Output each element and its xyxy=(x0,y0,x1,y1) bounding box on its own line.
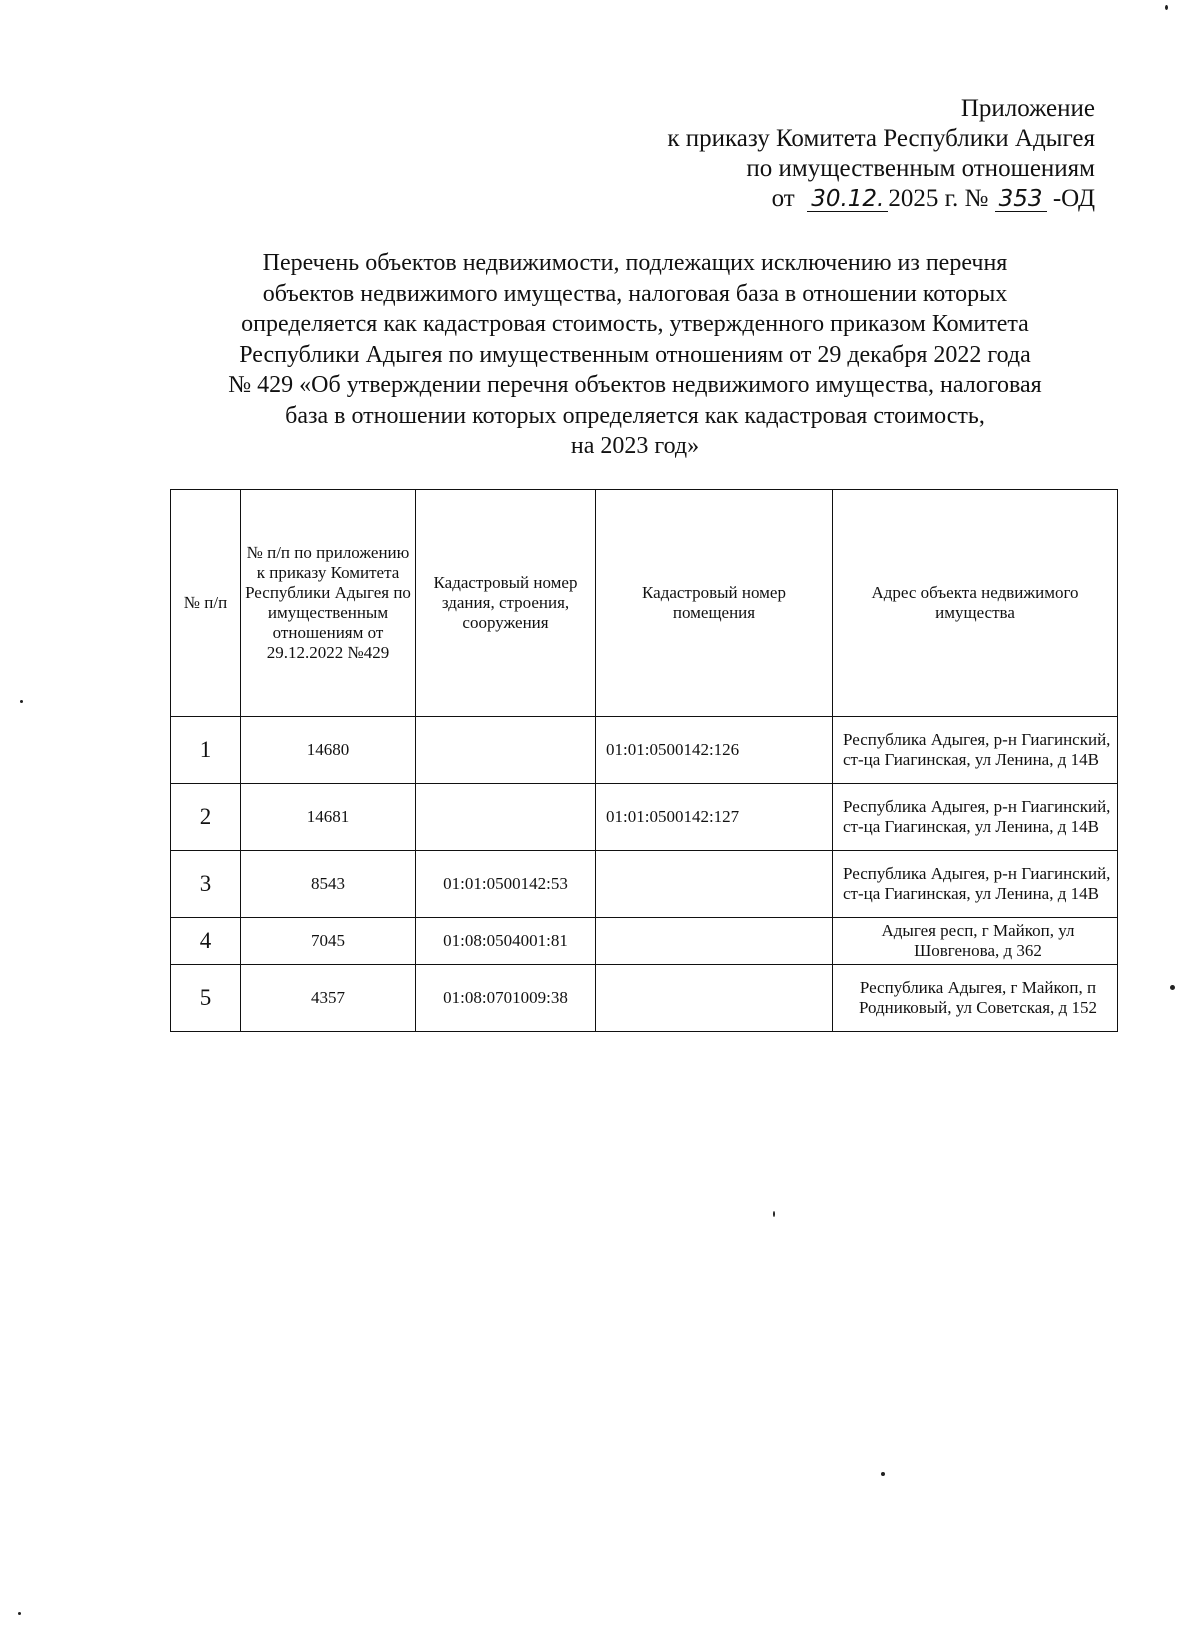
scan-speck xyxy=(881,1472,885,1476)
building-cadastral: 01:08:0701009:38 xyxy=(416,965,596,1032)
table-row xyxy=(171,918,1118,965)
table-row xyxy=(171,717,1118,784)
table-row xyxy=(171,965,1118,1032)
appendix-committee: по имущественным отношениям xyxy=(746,155,1095,182)
ref-number: 7045 xyxy=(241,918,416,965)
title-line: Перечень объектов недвижимости, подлежащих исключению из перечня xyxy=(262,250,1008,276)
room-cadastral: 01:01:0500142:126 xyxy=(596,717,833,784)
scan-speck xyxy=(18,1612,21,1615)
header-ref-number: № п/п по приложению к приказу Комитета Республики Адыгея по имущественным отношениям от 29.12.2022 №429 xyxy=(241,490,416,717)
title-line: № 429 «Об утверждении перечня объектов недвижимого имущества, налоговая xyxy=(228,372,1042,398)
building-cadastral xyxy=(416,717,596,784)
title-line: Республики Адыгея по имущественным отношениям от 29 декабря 2022 года xyxy=(239,341,1031,368)
room-cadastral: 01:01:0500142:127 xyxy=(596,784,833,851)
table-header-row xyxy=(171,490,1118,717)
ref-number: 4357 xyxy=(241,965,416,1032)
appendix-title: Приложение xyxy=(960,95,1095,122)
order-suffix: -ОД xyxy=(1052,185,1095,212)
title-line: объектов недвижимого имущества, налоговая база в отношении которых xyxy=(262,280,1008,307)
header-building-cadastral: Кадастровый номер здания, строения, сооружения xyxy=(416,490,596,717)
address: Адыгея респ, г Майкоп, ул Шовгенова, д 362 xyxy=(833,918,1118,965)
ref-number: 14681 xyxy=(241,784,416,851)
building-cadastral: 01:01:0500142:53 xyxy=(416,851,596,918)
table-row xyxy=(171,851,1118,918)
room-cadastral xyxy=(596,965,833,1032)
address: Республика Адыгея, р-н Гиагинский, ст-ца Гиагинская, ул Ленина, д 14В xyxy=(833,784,1118,851)
building-cadastral xyxy=(416,784,596,851)
title-line: база в отношении которых определяется как кадастровая стоимость, xyxy=(285,402,985,429)
scan-speck xyxy=(1170,985,1175,990)
header-room-cadastral: Кадастровый номер помещения xyxy=(596,490,833,717)
ref-number: 14680 xyxy=(241,717,416,784)
address: Республика Адыгея, р-н Гиагинский, ст-ца Гиагинская, ул Ленина, д 14В xyxy=(833,851,1118,918)
row-number: 3 xyxy=(171,851,241,918)
scan-speck xyxy=(773,1211,775,1217)
appendix-date-line xyxy=(455,184,1095,214)
row-number: 4 xyxy=(171,918,241,965)
date-year: 2025 г. № xyxy=(888,185,989,212)
appendix-header xyxy=(455,94,1095,214)
header-address: Адрес объекта недвижимого имущества xyxy=(833,490,1118,717)
document-title xyxy=(170,248,1100,462)
table-row xyxy=(171,784,1118,851)
property-table xyxy=(170,489,1118,1032)
scan-speck xyxy=(20,700,23,703)
room-cadastral xyxy=(596,851,833,918)
room-cadastral xyxy=(596,918,833,965)
row-number: 5 xyxy=(171,965,241,1032)
address: Республика Адыгея, г Майкоп, п Родниковый, ул Советская, д 152 xyxy=(833,965,1118,1032)
title-line: определяется как кадастровая стоимость, утвержденного приказом Комитета xyxy=(241,311,1029,337)
row-number: 2 xyxy=(171,784,241,851)
address: Республика Адыгея, р-н Гиагинский, ст-ца Гиагинская, ул Ленина, д 14В xyxy=(833,717,1118,784)
row-number: 1 xyxy=(171,717,241,784)
appendix-order-ref: к приказу Комитета Республики Адыгея xyxy=(667,125,1095,152)
title-line: на 2023 год» xyxy=(570,433,700,459)
building-cadastral: 01:08:0504001:81 xyxy=(416,918,596,965)
header-row-number: № п/п xyxy=(171,490,241,717)
handwritten-date: 30.12. xyxy=(807,187,888,212)
date-prefix: от xyxy=(771,185,795,212)
ref-number: 8543 xyxy=(241,851,416,918)
handwritten-order-number: 353 xyxy=(995,187,1047,212)
scan-speck xyxy=(1165,5,1168,10)
